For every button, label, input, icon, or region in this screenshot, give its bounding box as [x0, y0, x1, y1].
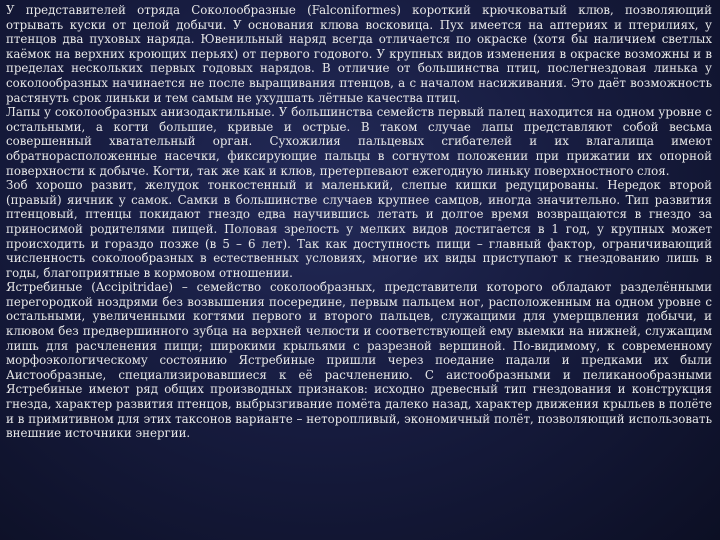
paragraph-feet: Лапы у соколообразных анизодактильные. У большинства семейств первый палец находится на одном уровне с остальными, а когти большие, кривые и острые. В таком случае лапы представляют собой весьма совершенный хватательный орган. Сухожилия пальцевых сгибателей и их влагалища имеют обратнорасположенные насечки, фиксирующие пальцы в согнутом положении при прижатии их опорной поверхности к добыче. Когти, так же как и клюв, претерпевают ежегодную линьку поверхностного слоя. — [6, 105, 712, 178]
paragraph-falconiformes-beak: У представителей отряда Соколообразные (Falconiformes) короткий крючковатый клюв, позволяющий отрывать куски от целой добычи. У основания клюва восковица. Пух имеется на аптериях и птерилиях, у птенцов два пуховых наряда. Ювенильный наряд всегда отличается по окраске (хотя бы наличием светлых каёмок на верхних кроющих перьях) от первого годового. У крупных видов изменения в окраске возможны и в пределах нескольких первых годовых нарядов. В отличие от большинства птиц, послегнездовая линька у соколообразных начинается не после выращивания птенцов, а с началом насиживания. Это даёт возможность растянуть срок линьки и тем самым не ухудшать лётные качества птиц. — [6, 3, 712, 105]
paragraph-accipitridae: Ястребиные (Accipitridae) – семейство соколообразных, представители которого обладают разделёнными перегородкой ноздрями без возвышения посередине, первым пальцем ног, расположенным на одном уровне с остальными, увеличенными когтями первого и второго пальцев, служащими для умерщвления добычи, и клювом без предвершинного зубца на верхней челюсти и соответствующей ему выемки на нижней, служащим лишь для расчленения пищи; широкими крыльями с разрезной вершиной. По-видимому, к современному морфоэкологическому состоянию Ястребиные пришли через поедание падали и предками их были Аистообразные, специализировавшиеся к её расчленению. С аистообразными и пеликанообразными Ястребиные имеют ряд общих производных признаков: исходно древесный тип гнездования и конструкция гнезда, характер развития птенцов, выбрызгивание помёта далеко назад, характер движения крыльев в полёте и в примитивном для этих таксонов варианте – неторопливый, экономичный полёт, позволяющий использовать внешние источники энергии. — [6, 280, 712, 441]
slide-body-text — [6, 3, 712, 441]
paragraph-anatomy-reproduction: Зоб хорошо развит, желудок тонкостенный и маленький, слепые кишки редуцированы. Нередок второй (правый) яичник у самок. Самки в большинстве случаев крупнее самцов, иногда значительно. Тип развития птенцовый, птенцы покидают гнездо едва научившись летать и долгое время возвращаются в гнездо за приносимой родителями пищей. Половая зрелость у мелких видов достигается в 1 год, у крупных может происходить и гораздо позже (в 5 – 6 лет). Так как доступность пищи – главный фактор, ограничивающий численность соколообразных в естественных условиях, многие их виды приступают к гнездованию лишь в годы, благоприятные в кормовом отношении. — [6, 178, 712, 280]
